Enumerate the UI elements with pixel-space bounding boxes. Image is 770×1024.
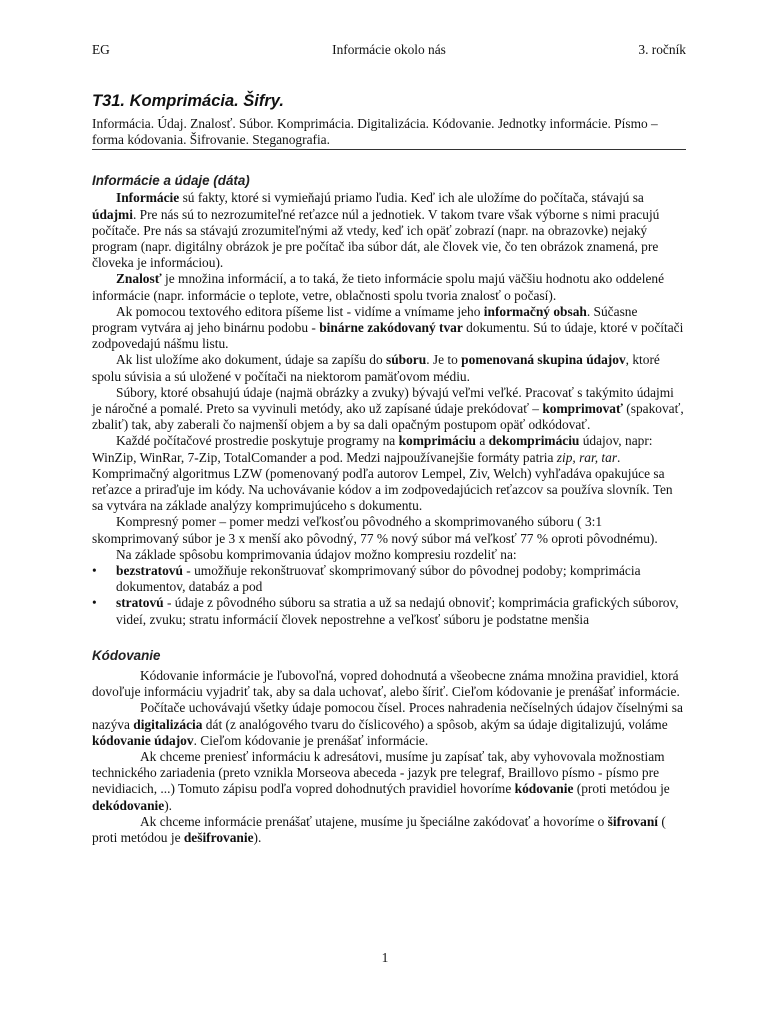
- section-heading-informacie: Informácie a údaje (dáta): [92, 173, 250, 189]
- bullet-icon: •: [92, 595, 97, 611]
- paragraph-znalost: Znalosť je množina informácií, a to taká, že tieto informácie spolu majú väčšiu hodnotu ako oddelené informácie (napr. informácie o teplote, vetre, oblačnosti spolu tvoria znalosť o počasí).: [92, 271, 665, 303]
- paragraph-digitalizacia: Počítače uchovávajú všetky údaje pomocou čísel. Proces nahradenia nečíselných údajov číselnými sa nazýva digitalizácia dát (z analógového tvaru do číslicového) a spôsob, akým sa údaje digitalizujú, voláme kódovanie údajov. Cieľom kódovanie je prenášať informácie.: [92, 700, 683, 748]
- section-heading-kodovanie: Kódovanie: [92, 647, 161, 663]
- paragraph-rozdelenie: Na základe spôsobu komprimovania údajov možno kompresiu rozdeliť na:: [116, 546, 517, 562]
- page-header: [92, 38, 686, 56]
- paragraph-informacie: Informácie sú fakty, ktoré si vymieňajú priamo ľudia. Keď ich ale uložíme do počítača, stávajú sa údajmi. Pre nás sú to nezrozumiteľné reťazce núl a jednotiek. V takom tvare však výborne s nimi pracujú počítače. Pre nás sa stávajú zrozumiteľnými až vtedy, keď ich opäť zobrazí (napr. na obrazovke) nejaký program (napr. digitálny obrázok je pre počítač iba súbor dát, ale človek vie, čo ten obrázok znamená, pre človeka je informáciou).: [92, 190, 660, 271]
- paragraph-kompresny-pomer: Kompresný pomer – pomer medzi veľkosťou pôvodného a skomprimovaného súboru ( 3:1 skomprimovaný súbor je 3 x menší ako pôvodný, 77 % nový súbor má veľkosť 77 % oproti pôvodnému).: [92, 514, 658, 546]
- page-number: 1: [381, 950, 389, 965]
- paragraph-textovy-editor: Ak pomocou textového editora píšeme list - vidíme a vnímame jeho informačný obsah. Súčasne program vytvára aj jeho binárnu podobu - binárne zakódovaný tvar dokumentu. Sú to údaje, ktoré v počítači zodpovedajú nášmu listu.: [92, 303, 684, 352]
- list-item: • bezstratovú - umožňuje rekonštruovať skomprimovaný súbor do pôvodnej podoby; komprimácia dokumentov, databáz a pod: [92, 563, 641, 595]
- paragraph-komprimovat: Súbory, ktoré obsahujú údaje (najmä obrázky a zvuky) bývajú veľmi veľké. Pracovať s takýmito údajmi je náročné a pomalé. Preto sa vyvinuli metódy, ako už zapísané údaje prekódovať – komprimovať (spakovať, zbaliť) tak, aby zaberali čo najmenší objem a by sa dali opačným postupom opäť odkódovať.: [92, 384, 684, 433]
- header-left: EG: [92, 42, 110, 57]
- page-title: T31. Komprimácia. Šifry.: [92, 92, 284, 110]
- list-item: • stratovú - údaje z pôvodného súboru sa stratia a už sa nedajú obnoviť; komprimácia grafických súborov, videí, zvuku; stratu informácií človek nepostrehne a veľkosť súboru je podstatne menšia: [92, 595, 679, 627]
- bullet-icon: •: [92, 563, 97, 579]
- document-page: [92, 38, 686, 846]
- paragraph-programy: Každé počítačové prostredie poskytuje programy na komprimáciu a dekomprimáciu údajov, napr: WinZip, WinRar, 7-Zip, TotalComander a pod. Medzi najpoužívanejšie formáty patria zip, rar, tar. Komprimačný algoritmus LZW (pomenovaný podľa autorov Lempel, Ziv, Welch) vyhľadáva opakujúce sa reťazce a priraďuje im kódy. Na uchovávanie kódov a im zodpovedajúcich reťazcov sa používa slovník. Ten sa vytvára na základe analýzy komprimujúceho s dokumentu.: [92, 433, 673, 514]
- paragraph-kodovanie-definicia: Kódovanie informácie je ľubovoľná, vopred dohodnutá a všeobecne známa množina pravidiel, ktorá dovoľuje informáciu vyjadriť tak, aby sa dala uchovať, alebo šíriť. Cieľom kódovanie je prenášať informácie.: [92, 667, 680, 700]
- compression-types-list: [92, 563, 686, 628]
- header-right: 3. ročník: [638, 42, 686, 57]
- paragraph-prenos: Ak chceme preniesť informáciu k adresátovi, musíme ju zapísať tak, aby vyhovovala možnostiam technického zariadenia (preto vznikla Morseova abeceda - jazyk pre telegraf, Braillovo písmo - písmo pre nevidiacich, ...) Tomuto zápisu podľa vopred dohodnutých pravidiel hovoríme kódovanie (proti metódou je dekódovanie).: [92, 748, 670, 813]
- keywords-line: Informácia. Údaj. Znalosť. Súbor. Komprimácia. Digitalizácia. Kódovanie. Jednotky informácie. Písmo – forma kódovania. Šifrovanie. Steganografia.: [92, 116, 686, 150]
- paragraph-sifrovanie: Ak chceme informácie prenášať utajene, musíme ju špeciálne zakódovať a hovoríme o šifrovaní ( proti metódou je dešifrovanie).: [92, 813, 666, 845]
- header-center: Informácie okolo nás: [332, 42, 446, 57]
- paragraph-subor: Ak list uložíme ako dokument, údaje sa zapíšu do súboru. Je to pomenovaná skupina údajov, ktoré spolu súvisia a sú uložené v počítači na niektorom pamäťovom médiu.: [92, 352, 660, 384]
